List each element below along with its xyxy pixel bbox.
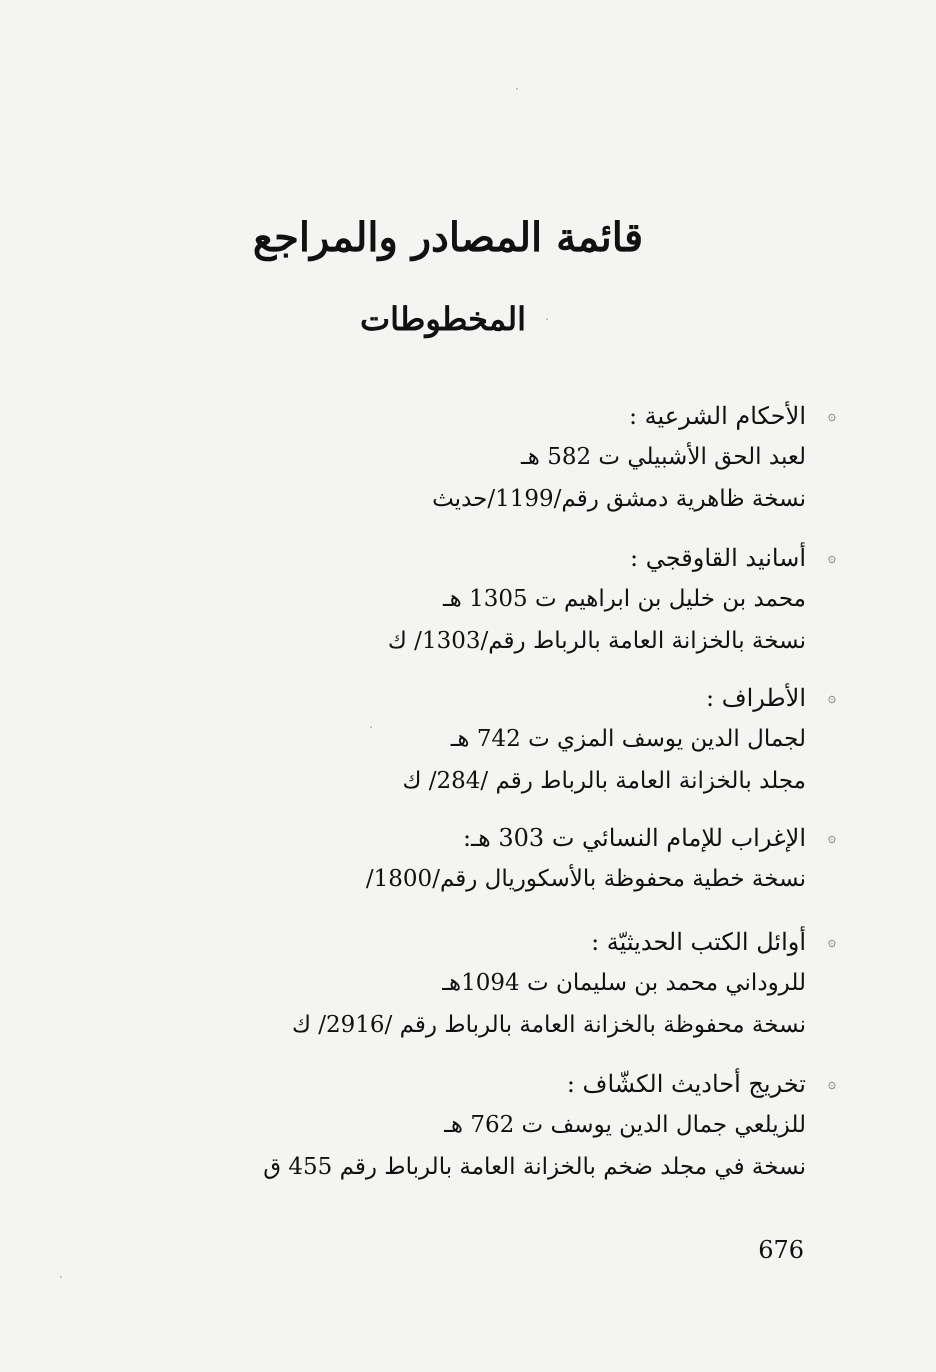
entry-location: نسخة في مجلد ضخم بالخزانة العامة بالرباط رقم 455 ق bbox=[263, 1154, 806, 1180]
entry-location: نسخة خطية محفوظة بالأسكوريال رقم/1800/ bbox=[365, 866, 806, 892]
bibliography-entry bbox=[126, 818, 836, 900]
bullet-icon: ۞ bbox=[827, 408, 836, 424]
entry-title-text: الأطراف : bbox=[706, 684, 806, 712]
entry-author: لعبد الحق الأشبيلي ت 582 هـ bbox=[521, 444, 806, 470]
scan-speck bbox=[370, 726, 372, 728]
bibliography-entry bbox=[126, 396, 836, 520]
bibliography-entry bbox=[126, 678, 836, 802]
entry-title bbox=[126, 922, 836, 962]
bullet-icon: ۞ bbox=[827, 934, 836, 950]
bullet-icon: ۞ bbox=[827, 830, 836, 846]
entry-title bbox=[126, 818, 836, 858]
entry-title-text: الإغراب للإمام النسائي ت 303 هـ: bbox=[462, 824, 806, 852]
entry-title bbox=[126, 1064, 836, 1104]
entry-title bbox=[126, 678, 836, 718]
bibliography-entry bbox=[126, 922, 836, 1046]
entry-title-text: الأحكام الشرعية : bbox=[628, 402, 806, 430]
entry-title bbox=[126, 396, 836, 436]
bullet-icon: ۞ bbox=[827, 550, 836, 566]
entry-location: مجلد بالخزانة العامة بالرباط رقم /284/ ك bbox=[402, 768, 806, 794]
entry-location: نسخة بالخزانة العامة بالرباط رقم/1303/ ك bbox=[387, 628, 806, 654]
scan-speck bbox=[60, 1276, 62, 1278]
scan-speck bbox=[546, 318, 548, 320]
page-number: 676 bbox=[758, 1236, 804, 1264]
bibliography-entry bbox=[126, 1064, 836, 1188]
entry-author: للروداني محمد بن سليمان ت 1094هـ bbox=[442, 970, 806, 996]
entry-title-text: أسانيد القاوقجي : bbox=[630, 544, 806, 572]
bullet-icon: ۞ bbox=[827, 1076, 836, 1092]
scan-speck bbox=[516, 88, 518, 90]
bullet-icon: ۞ bbox=[827, 690, 836, 706]
entry-title-text: تخريج أحاديث الكشّاف : bbox=[566, 1070, 806, 1098]
entry-author: للزيلعي جمال الدين يوسف ت 762 هـ bbox=[444, 1112, 806, 1138]
entry-location: نسخة محفوظة بالخزانة العامة بالرباط رقم /2916/ ك bbox=[291, 1012, 806, 1038]
entry-location: نسخة ظاهرية دمشق رقم/1199/حديث bbox=[432, 486, 806, 512]
bibliography-entry bbox=[126, 538, 836, 662]
entry-title-text: أوائل الكتب الحديثيّة : bbox=[591, 928, 806, 956]
page-title: قائمة المصادر والمراجع bbox=[252, 214, 644, 261]
entry-author: لجمال الدين يوسف المزي ت 742 هـ bbox=[450, 726, 806, 752]
section-heading: المخطوطات bbox=[360, 300, 526, 338]
entry-author: محمد بن خليل بن ابراهيم ت 1305 هـ bbox=[442, 586, 806, 612]
entry-title bbox=[126, 538, 836, 578]
